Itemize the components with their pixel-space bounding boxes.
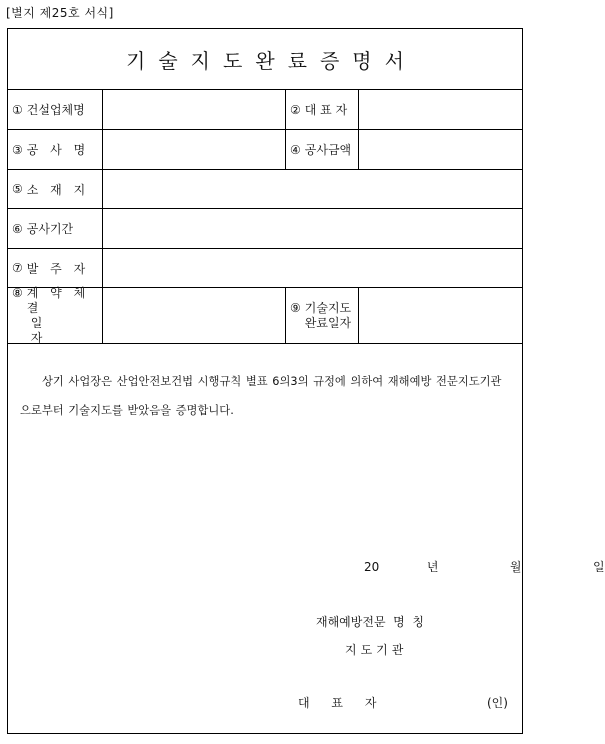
completion-date-field[interactable] xyxy=(359,288,522,343)
label-representative xyxy=(286,90,359,129)
certification-statement: 상기 사업장은 산업안전보건법 시행규칙 별표 6의3의 규정에 의하여 재해예방 전문지도기관으로부터 기술지도를 받았음을 증명합니다. xyxy=(20,375,502,417)
row-period xyxy=(8,209,522,249)
circled-number-2: ② xyxy=(290,102,301,117)
project-name-field[interactable] xyxy=(103,130,286,169)
contract-date-field[interactable] xyxy=(103,288,286,343)
label-text: 공사기간 xyxy=(26,222,74,236)
label-text: 발 주 자 xyxy=(26,261,90,276)
label-company-name xyxy=(8,90,103,129)
circled-number-6: ⑥ xyxy=(12,221,23,236)
row-dates xyxy=(8,285,522,345)
row-location xyxy=(8,170,522,209)
label-line-2: 일 자 xyxy=(30,315,77,345)
label-text xyxy=(27,286,102,346)
row-company xyxy=(8,90,522,130)
circled-number-1: ① xyxy=(12,102,23,117)
label-line-1: 계 약 체 결 xyxy=(26,285,90,315)
circled-number-3: ③ xyxy=(12,142,23,157)
seal-mark: (인) xyxy=(487,696,508,710)
form-number-tag: [별지 제25호 서식] xyxy=(6,6,114,20)
label-text xyxy=(305,301,351,331)
label-text: 건설업체명 xyxy=(26,103,85,117)
label-completion-date xyxy=(286,288,359,343)
organization-type-label: 지도기관 xyxy=(345,643,408,657)
label-construction-period xyxy=(8,209,103,248)
label-line-1: 기술지도 xyxy=(304,300,352,315)
contract-amount-field[interactable] xyxy=(359,130,522,169)
label-client xyxy=(8,249,103,287)
location-field[interactable] xyxy=(103,170,522,208)
row-client xyxy=(8,249,522,288)
label-line-2: 완료일자 xyxy=(304,315,352,330)
certificate-frame xyxy=(7,28,605,734)
label-project-name xyxy=(8,130,103,169)
organization-name-label: 재해예방전문 명 칭 xyxy=(316,615,424,629)
issue-date: 20 년 월 일 xyxy=(364,560,605,574)
label-contract-date xyxy=(8,285,103,345)
client-field[interactable] xyxy=(103,249,522,287)
circled-number-7: ⑦ xyxy=(12,261,23,275)
representative-signature-label: 대 표 자 xyxy=(298,696,386,710)
company-name-field[interactable] xyxy=(103,90,286,129)
label-text: 소 재 지 xyxy=(26,182,90,197)
label-text: 공사금액 xyxy=(304,143,352,157)
circled-number-4: ④ xyxy=(290,142,301,157)
circled-number-5: ⑤ xyxy=(12,182,23,196)
construction-period-field[interactable] xyxy=(103,209,522,248)
label-contract-amount xyxy=(286,130,359,169)
row-project xyxy=(8,130,522,170)
circled-number-9: ⑨ xyxy=(290,300,301,315)
label-wrap xyxy=(290,301,351,331)
document-title: 기술지도완료증명서 xyxy=(8,29,522,90)
label-location xyxy=(8,170,103,208)
circled-number-8: ⑧ xyxy=(12,285,23,300)
label-text: 대 표 자 xyxy=(304,103,348,117)
label-wrap xyxy=(12,286,102,346)
label-text: 공 사 명 xyxy=(26,143,90,157)
representative-field[interactable] xyxy=(359,90,522,129)
